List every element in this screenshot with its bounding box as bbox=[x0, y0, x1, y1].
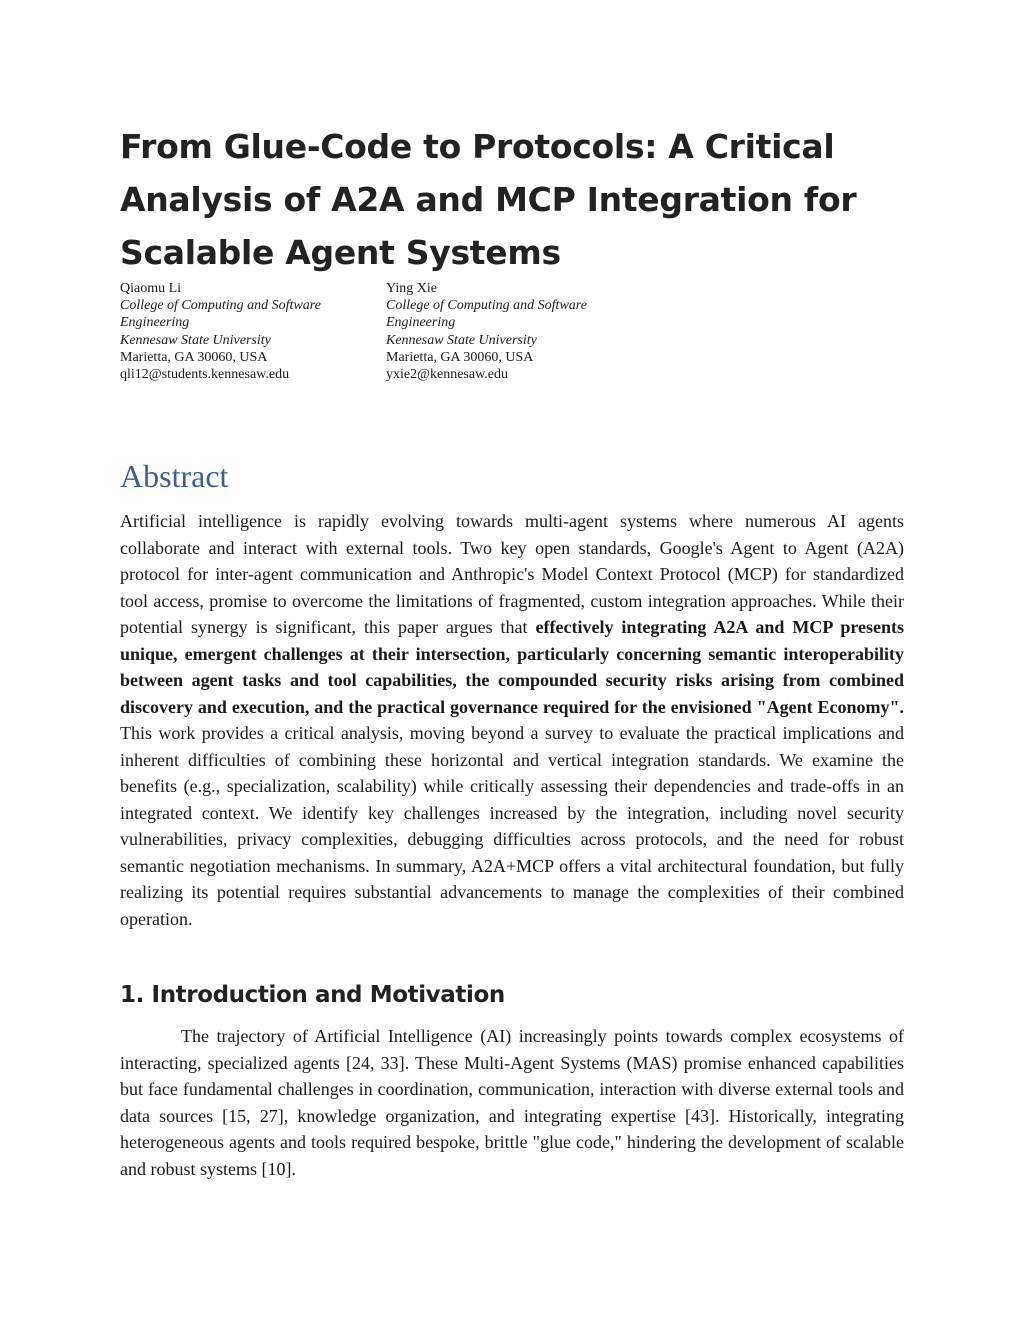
author-affiliation-cont: Engineering bbox=[386, 315, 456, 331]
abstract-text-emphasis: effectively integrating A2A and MCP presents unique, emergent challenges at their intersection, particularly concerning semantic interoperability between agent tasks and tool capabilities, the compounded security risks arising from combined discovery and execution, and the practical governance required for the envisioned "Agent Economy". bbox=[120, 617, 904, 717]
abstract-text-intro: Artificial intelligence is rapidly evolving towards multi-agent systems where numerous AI agents collaborate and interact with external tools. Two key open standards, Google's Agent to Agent (A2A) protocol for inter-agent communication and Anthropic's Model Context Protocol (MCP) for standardized tool access, promise to overcome the limitations of fragmented, custom integration approaches. While their potential synergy is significant, this paper argues that bbox=[120, 511, 904, 637]
abstract-heading: Abstract bbox=[120, 458, 229, 494]
author-university: Kennesaw State University bbox=[120, 332, 271, 348]
author-location: Marietta, GA 30060, USA bbox=[120, 349, 268, 365]
abstract-body bbox=[120, 508, 904, 932]
introduction-paragraph: The trajectory of Artificial Intelligence (AI) increasingly points towards complex ecosystems of interacting, specialized agents [24, 33]. These Multi-Agent Systems (MAS) promise enhanced capabilities but face fundamental challenges in coordination, communication, interaction with diverse external tools and data sources [15, 27], knowledge organization, and integrating expertise [43]. Historically, integrating heterogeneous agents and tools required bespoke, brittle "glue code," hindering the development of scalable and robust systems [10]. bbox=[120, 1026, 904, 1179]
author-email: qli12@students.kennesaw.edu bbox=[120, 367, 290, 383]
author-affiliation: College of Computing and Software bbox=[386, 298, 587, 314]
author-location: Marietta, GA 30060, USA bbox=[386, 349, 534, 365]
abstract-text-rest: This work provides a critical analysis, moving beyond a survey to evaluate the practical implications and inherent difficulties of combining these horizontal and vertical integration standards. We examine the benefits (e.g., specialization, scalability) while critically assessing their dependencies and trade-offs in an integrated context. We identify key challenges increased by the integration, including novel security vulnerabilities, privacy complexities, debugging difficulties across protocols, and the need for robust semantic negotiation mechanisms. In summary, A2A+MCP offers a vital architectural foundation, but fully realizing its potential requires substantial advancements to manage the complexities of their combined operation. bbox=[120, 723, 904, 929]
author-university: Kennesaw State University bbox=[386, 332, 537, 348]
paper-title: From Glue-Code to Protocols: A Critical Analysis of A2A and MCP Integration for Scalable Agent Systems bbox=[120, 127, 857, 272]
author-block-1 bbox=[120, 280, 380, 383]
author-name: Ying Xie bbox=[386, 281, 437, 296]
author-block-2 bbox=[386, 280, 646, 383]
author-affiliation-cont: Engineering bbox=[120, 315, 190, 331]
author-name: Qiaomu Li bbox=[120, 281, 182, 296]
section-heading-introduction: 1. Introduction and Motivation bbox=[120, 982, 505, 1008]
author-email: yxie2@kennesaw.edu bbox=[386, 367, 509, 383]
author-affiliation: College of Computing and Software bbox=[120, 298, 321, 314]
